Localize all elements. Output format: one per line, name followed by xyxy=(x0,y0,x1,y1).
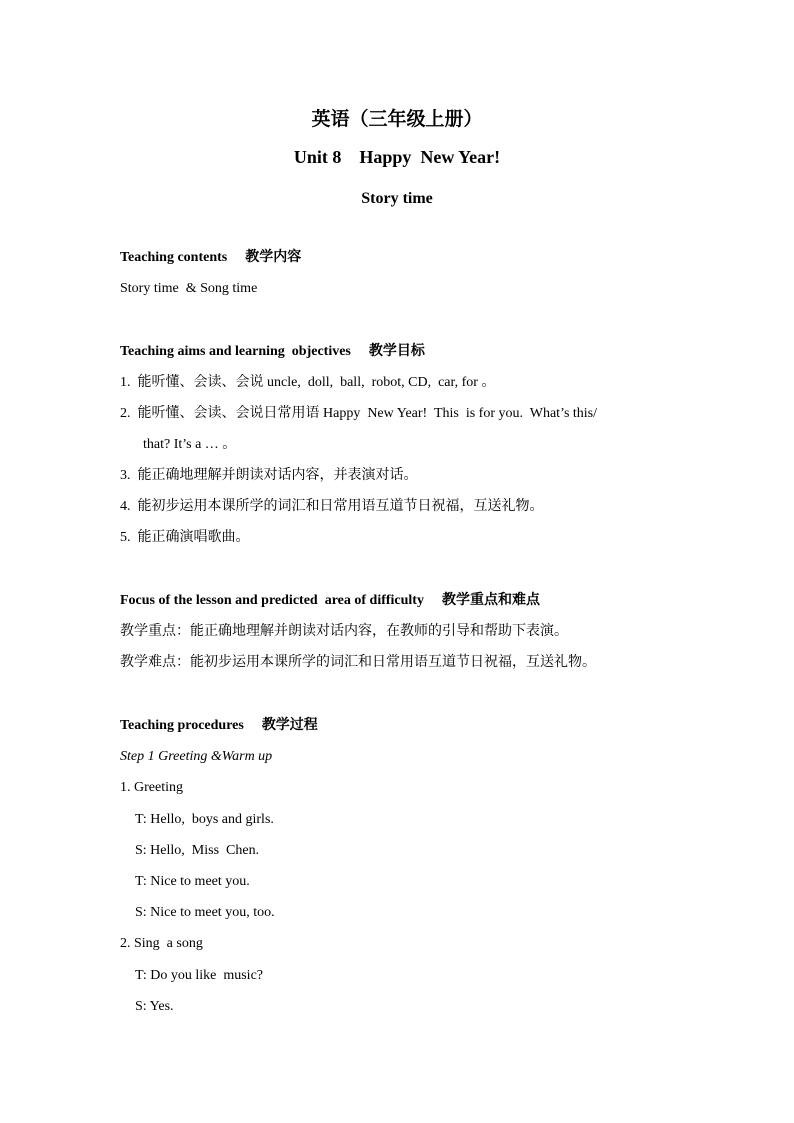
procedures-heading-en: Teaching procedures xyxy=(120,718,244,733)
contents-text: Story time & Song time xyxy=(120,281,258,296)
aims-heading-cn: 教学目标 xyxy=(368,344,425,359)
procedures-heading xyxy=(120,716,318,736)
dialogue-line: T: Nice to meet you. xyxy=(135,874,250,889)
dialogue-line: S: Yes. xyxy=(135,999,174,1014)
aim-item-continuation: that? It’s a … 。 xyxy=(143,437,237,452)
dialogue-line: T: Do you like music? xyxy=(135,968,264,983)
lesson-subtitle: Story time xyxy=(361,190,433,207)
aims-heading-en: Teaching aims and learning objectives xyxy=(120,344,351,359)
aim-item: 3. 能正确地理解并朗读对话内容，并表演对话。 xyxy=(120,468,418,483)
dialogue-line: S: Nice to meet you, too. xyxy=(135,905,275,920)
focus-heading-en: Focus of the lesson and predicted area of difficulty xyxy=(120,593,424,608)
aim-item: 4. 能初步运用本课所学的词汇和日常用语互道节日祝福，互送礼物。 xyxy=(120,499,544,514)
focus-heading xyxy=(120,591,540,611)
aim-item: 1. 能听懂、会读、会说 uncle, doll, ball, robot, CD, car, for 。 xyxy=(120,375,496,390)
step-heading: Step 1 Greeting &Warm up xyxy=(120,749,273,764)
contents-heading-cn: 教学内容 xyxy=(245,250,302,265)
focus-difficult-point: 教学难点：能初步运用本课所学的词汇和日常用语互道节日祝福，互送礼物。 xyxy=(120,655,596,670)
focus-heading-cn: 教学重点和难点 xyxy=(441,593,540,608)
procedure-line: 2. Sing a song xyxy=(120,936,203,951)
unit-title: Unit 8 Happy New Year! xyxy=(293,147,501,167)
procedures-heading-cn: 教学过程 xyxy=(261,718,318,733)
aim-item: 2. 能听懂、会读、会说日常用语 Happy New Year! This is for you. What’s this/ xyxy=(120,406,598,421)
dialogue-line: T: Hello, boys and girls. xyxy=(135,812,274,827)
aim-item: 5. 能正确演唱歌曲。 xyxy=(120,530,250,545)
focus-key-point: 教学重点：能正确地理解并朗读对话内容，在教师的引导和帮助下表演。 xyxy=(120,624,568,639)
contents-heading-en: Teaching contents xyxy=(120,250,228,265)
dialogue-line: S: Hello, Miss Chen. xyxy=(135,843,260,858)
aims-heading xyxy=(120,342,425,362)
contents-heading xyxy=(120,248,301,268)
procedure-line: 1. Greeting xyxy=(120,780,183,795)
document-title: 英语（三年级上册） xyxy=(311,109,483,130)
